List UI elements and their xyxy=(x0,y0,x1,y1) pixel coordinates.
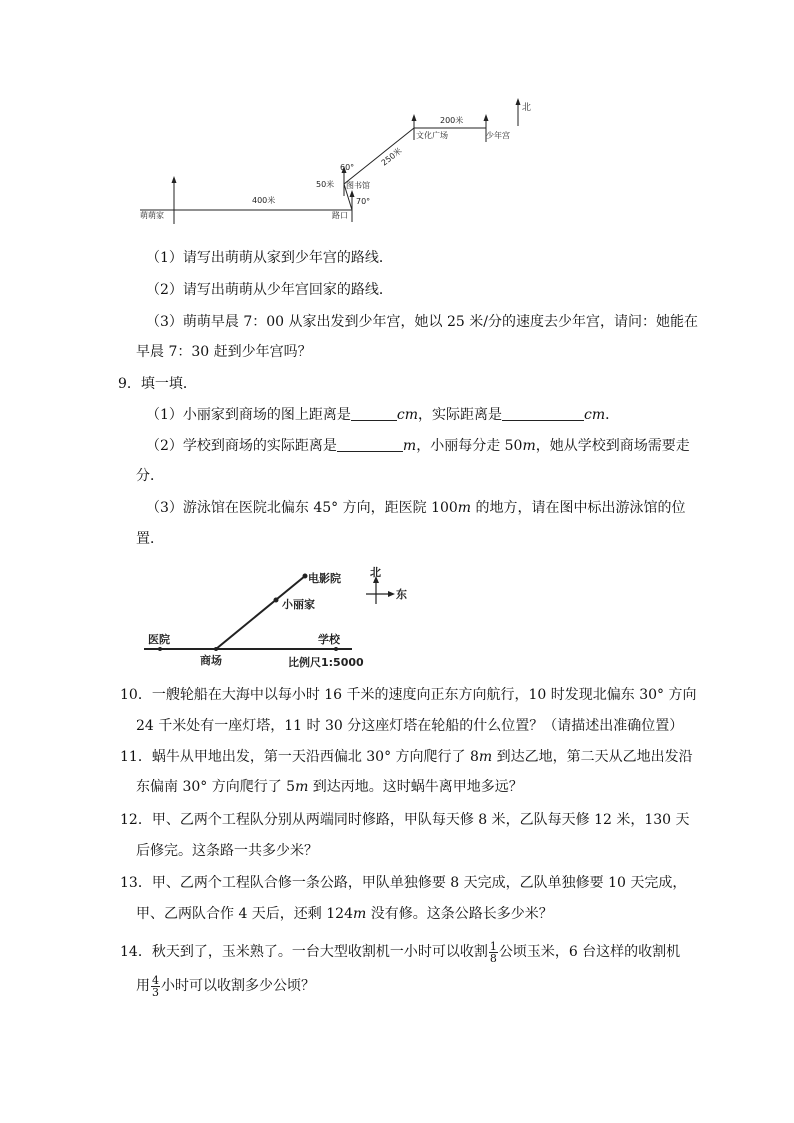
label-school: 学校 xyxy=(318,633,340,646)
q9-part2-line2: 分． xyxy=(136,468,164,484)
q9-part1 xyxy=(146,405,619,425)
label-70deg: 70° xyxy=(356,197,371,206)
label-cinema: 电影院 xyxy=(308,572,341,585)
q14-text-b: 公顷玉米，6 台这样的收割机 xyxy=(498,944,681,960)
hospital-point xyxy=(158,647,162,651)
q9-part1-end: ． xyxy=(605,407,620,423)
q8-part2: （2）请写出萌萌从少年宫回家的路线． xyxy=(146,282,393,298)
q13-line1: 13．甲、乙两个工程队合修一条公路，甲队单独修要 8 天完成，乙队单独修要 10 天完成， xyxy=(120,875,687,891)
q9-title: 9．填一填． xyxy=(118,376,197,392)
q8-part1: （1）请写出萌萌从家到少年宫的路线． xyxy=(146,250,393,266)
q14-frac1-num: 1 xyxy=(489,939,497,953)
label-xiaoli-home: 小丽家 xyxy=(282,598,315,611)
label-youth-palace: 少年宫 xyxy=(486,131,510,140)
q14-line2 xyxy=(136,974,315,998)
q9-part3-line2: 置． xyxy=(136,531,164,547)
q10-line1: 10．一艘轮船在大海中以每小时 16 千米的速度向正东方向航行，10 时发现北偏东 30° 方向 xyxy=(120,687,697,703)
q13-text-a: 甲、乙两队合作 4 天后，还剩 124 xyxy=(136,906,353,922)
label-mall: 商场 xyxy=(200,654,222,667)
q14-frac2-den: 3 xyxy=(152,985,159,999)
q9-unit-cm-2: cm xyxy=(584,407,606,423)
q9-part3 xyxy=(146,498,686,518)
q9-blank-3[interactable] xyxy=(337,437,403,452)
label-scale: 比例尺1:5000 xyxy=(288,656,364,669)
q14-frac2-num: 4 xyxy=(152,973,159,987)
q11-unit-1: m xyxy=(478,749,493,765)
street-map-figure xyxy=(140,562,420,672)
q11-unit-2: m xyxy=(295,779,309,795)
q9-part1-text-a: （1）小丽家到商场的图上距离是 xyxy=(146,407,351,423)
q9-part2-text-c: ，她从学校到商场需要走 xyxy=(535,438,690,454)
q12-line1: 12．甲、乙两个工程队分别从两端同时修路，甲队每天修 8 米，乙队每天修 12 米，130 天 xyxy=(120,812,690,828)
q9-unit-cm-1: cm xyxy=(396,407,419,423)
q13-unit: m xyxy=(352,906,367,922)
q14-frac1-den: 8 xyxy=(489,951,497,965)
q13-line2 xyxy=(136,904,553,924)
q9-part3-text-a: （3）游泳馆在医院北偏东 45° 方向，距医院 100 xyxy=(146,500,458,516)
label-stop: 路口 xyxy=(332,211,348,220)
label-hospital: 医院 xyxy=(148,633,170,646)
route-map-figure xyxy=(140,96,540,226)
label-200m: 200米 xyxy=(440,116,464,125)
q12-line2: 后修完。这条路一共多少米？ xyxy=(136,843,318,859)
q14-text-d: 小时可以收割多少公顷？ xyxy=(161,978,315,994)
q14-line1 xyxy=(120,940,680,964)
label-home: 萌萌家 xyxy=(140,211,164,220)
q11-text-c: 东偏南 30° 方向爬行了 5 xyxy=(136,779,296,795)
cinema-point xyxy=(303,574,308,579)
q13-text-b: 没有修。这条公路长多少米？ xyxy=(366,906,553,922)
street-map-svg xyxy=(140,562,420,672)
label-250m: 250米 xyxy=(379,146,404,168)
q9-part2 xyxy=(146,436,690,456)
q9-part2-text-a: （2）学校到商场的实际距离是 xyxy=(146,438,337,454)
school-point xyxy=(334,647,338,651)
q9-part2-text-b: ，小丽每分走 50 xyxy=(416,438,523,454)
q11-text-b: 到达乙地，第二天从乙地出发沿 xyxy=(492,749,693,765)
q14-fraction-1 xyxy=(489,941,498,964)
q9-part1-text-b: ，实际距离是 xyxy=(418,407,503,423)
q11-text-d: 到达丙地。这时蜗牛离甲地多远？ xyxy=(308,779,523,795)
label-library: 图书馆 xyxy=(346,181,370,190)
q9-blank-1[interactable] xyxy=(351,406,397,421)
q9-unit-m-3: m xyxy=(457,500,472,516)
q9-part3-text-b: 的地方，请在图中标出游泳馆的位 xyxy=(471,500,686,516)
compass-north: 北 xyxy=(370,566,381,579)
q9-unit-m-1: m xyxy=(402,438,417,454)
route-map-svg xyxy=(140,96,540,226)
q11-text-a: 11．蜗牛从甲地出发，第一天沿西偏北 30° 方向爬行了 8 xyxy=(120,749,479,765)
q14-text-c: 用 xyxy=(136,978,150,994)
q11-line2 xyxy=(136,777,523,797)
q9-unit-m-2: m xyxy=(522,438,536,454)
label-400m: 400米 xyxy=(252,196,276,205)
q8-part3-line1: （3）萌萌早晨 7：00 从家出发到少年宫，她以 25 米/分的速度去少年宫，请问：她能在 xyxy=(146,314,698,330)
label-50m: 50米 xyxy=(316,180,335,189)
q14-text-a: 14．秋天到了，玉米熟了。一台大型收割机一小时可以收割 xyxy=(120,944,488,960)
north-label: 北 xyxy=(522,103,532,113)
label-60deg: 60° xyxy=(340,163,355,172)
q11-line1 xyxy=(120,747,693,767)
q9-blank-2[interactable] xyxy=(502,406,584,421)
compass-east: 东 xyxy=(396,588,407,601)
q14-fraction-2 xyxy=(151,975,160,998)
label-culture-square: 文化广场 xyxy=(416,131,448,140)
xiaoli-home-point xyxy=(274,598,279,603)
q8-part3-line2: 早晨 7：30 赶到少年宫吗？ xyxy=(136,344,312,360)
q10-line2: 24 千米处有一座灯塔，11 时 30 分这座灯塔在轮船的什么位置？（请描述出准确位置） xyxy=(136,718,684,734)
